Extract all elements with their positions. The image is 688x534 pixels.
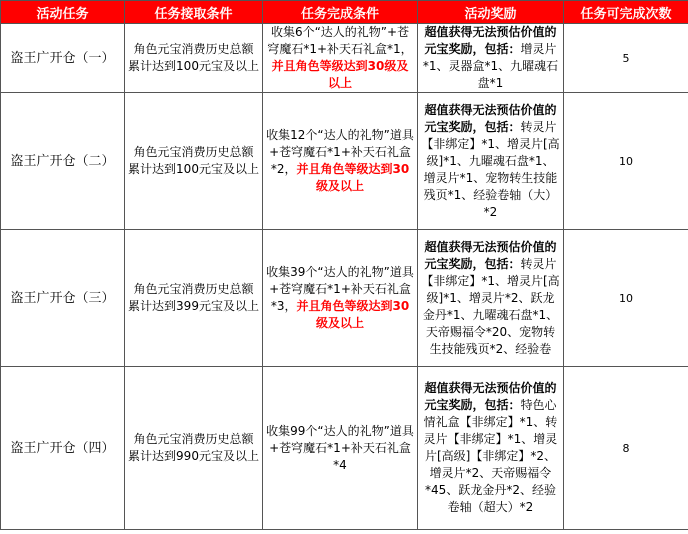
reward xyxy=(418,24,564,93)
table-row xyxy=(1,93,688,230)
accept-condition: 角色元宝消费历史总额累计达到399元宝及以上 xyxy=(125,230,263,367)
reward-items: 增灵片*1、灵器盒*1、九曜魂石盘*1 xyxy=(422,42,559,90)
condition-level-requirement: 并且角色等级达到30级及以上 xyxy=(296,299,410,330)
reward xyxy=(418,230,564,367)
reward-intro: 超值获得无法预估价值的元宝奖励，包括： xyxy=(424,239,557,271)
header-accept-condition: 任务接取条件 xyxy=(125,1,263,24)
table-header-row xyxy=(1,1,688,24)
condition-text: 收集99个“达人的礼物”道具+苍穹魔石*1+补天石礼盒*4 xyxy=(266,423,414,472)
completion-count: 10 xyxy=(564,230,688,367)
complete-condition xyxy=(263,24,418,93)
header-task: 活动任务 xyxy=(1,1,125,24)
condition-level-requirement: 并且角色等级达到30级及以上 xyxy=(271,59,409,90)
completion-count: 8 xyxy=(564,367,688,530)
accept-condition: 角色元宝消费历史总额累计达到100元宝及以上 xyxy=(125,24,263,93)
header-count: 任务可完成次数 xyxy=(564,1,688,24)
header-complete-condition: 任务完成条件 xyxy=(263,1,418,24)
header-reward: 活动奖励 xyxy=(418,1,564,24)
complete-condition xyxy=(263,230,418,367)
reward-intro: 超值获得无法预估价值的元宝奖励，包括： xyxy=(424,102,557,134)
reward xyxy=(418,93,564,230)
complete-condition xyxy=(263,367,418,530)
table-row xyxy=(1,230,688,367)
completion-count: 5 xyxy=(564,24,688,93)
complete-condition xyxy=(263,93,418,230)
reward-intro: 超值获得无法预估价值的元宝奖励，包括： xyxy=(424,25,557,56)
accept-condition: 角色元宝消费历史总额累计达到100元宝及以上 xyxy=(125,93,263,230)
condition-text: 收集39个“达人的礼物”道具+苍穹魔石*1+补天石礼盒*3， xyxy=(266,265,414,313)
reward-items: 特色心情礼盒【非绑定】*1、转灵片【非绑定】*1、增灵片[高级]【非绑定】*2、增灵片*2、天帝赐福令*45、跃龙金丹*2、经验卷轴（超大）*2 xyxy=(423,398,558,514)
reward xyxy=(418,367,564,530)
table-row xyxy=(1,24,688,93)
reward-items: 转灵片【非绑定】*1、增灵片[高级]*1、增灵片*2、跃龙金丹*1、九曜魂石盘*1、天帝赐福令*20、宠物转生技能残页*2、经验卷 xyxy=(421,256,560,356)
condition-text: 收集6个“达人的礼物”+苍穹魔石*1+补天石礼盒*1， xyxy=(267,25,413,56)
completion-count: 10 xyxy=(564,93,688,230)
task-name: 盗王广开仓（二） xyxy=(1,93,125,230)
task-name: 盗王广开仓（三） xyxy=(1,230,125,367)
task-name: 盗王广开仓（一） xyxy=(1,24,125,93)
condition-level-requirement: 并且角色等级达到30级及以上 xyxy=(296,162,410,193)
table-row xyxy=(1,367,688,530)
reward-items: 转灵片【非绑定】*1、增灵片[高级]*1、九曜魂石盘*1、增灵片*1、宠物转生技能残页*1、经验卷轴（大）*2 xyxy=(421,119,560,219)
task-name: 盗王广开仓（四） xyxy=(1,367,125,530)
condition-text: 收集12个“达人的礼物”道具+苍穹魔石*1+补天石礼盒*2， xyxy=(266,128,414,176)
accept-condition: 角色元宝消费历史总额累计达到990元宝及以上 xyxy=(125,367,263,530)
reward-intro: 超值获得无法预估价值的元宝奖励，包括： xyxy=(424,381,557,412)
